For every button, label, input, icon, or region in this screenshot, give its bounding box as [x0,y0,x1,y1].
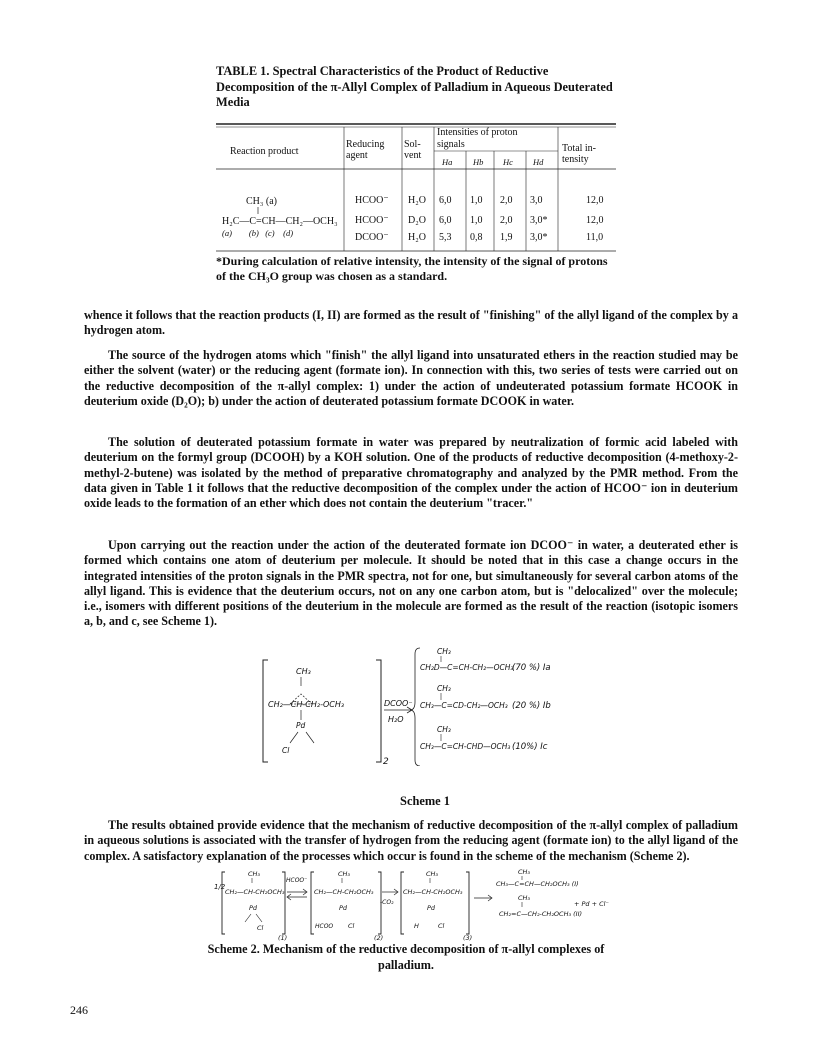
paragraph-5: The results obtained provide evidence that the mechanism of reductive decomposition of the π-allyl complex of palladium in aqueous solutions is associated with the transfer of hydrogen from the reducing agent (formate ion) to the allyl ligand of the complex. A satisfactory explanation of the processes which occur is found in the scheme of the mechanism (Scheme 2). [84,818,738,863]
product-b-formula: CH₃—C=CD-CH₂—OCH₃ [420,701,508,710]
cell-hd: 3,0* [530,215,548,226]
product-2: CH₂=C—CH₂-CH₂OCH₃ (II) [499,910,583,918]
header-intensities: Intensities of proton [437,127,518,138]
cell-hb: 1,0 [470,195,483,206]
scheme-2-caption: Scheme 2. Mechanism of the reductive decomposition of π-allyl complexes of palladium. [207,942,605,972]
cell-agent: DCOO⁻ [355,232,389,243]
product-2-ch3: CH₃ [518,894,531,902]
complex-1-sub: (1) [278,934,288,942]
complex-2-ch3: CH₃ [338,870,351,878]
cell-ha: 5,3 [439,232,452,243]
cell-hd: 3,0* [530,232,548,243]
cell-hc: 1,9 [500,232,513,243]
header-reducing: Reducing [346,139,385,150]
header-sol: Sol- [404,139,421,150]
complex-1-cl: Cl [257,924,264,932]
scheme-1-drawing [244,646,574,766]
complex-2-hcoo: HCOO [315,923,334,930]
product-a-ch3: CH₃ [437,647,451,656]
complex-3-sub: (3) [463,934,473,942]
cell-hc: 2,0 [500,215,513,226]
cell-ha: 6,0 [439,215,452,226]
product-b-yield: (20 %) Ib [512,701,551,711]
reagent-water: H₂O [388,715,404,724]
header-agent: agent [346,150,368,161]
scheme-2-figure [196,862,666,944]
complex-2-main: CH₂—CH-CH₂OCH₃ [314,888,374,896]
scheme-1-caption: Scheme 1 [400,794,450,808]
product-c-yield: (10%) Ic [512,742,548,752]
cell-total: 11,0 [586,232,604,243]
header-tensity: tensity [562,154,589,165]
reactant-cl: Cl [282,746,290,755]
formula-line-2: H₂C—C=CH—CH₂—OCH₃ [222,216,338,227]
reactant-main: CH₂—CH-CH₂-OCH₃ [268,700,345,709]
header-signals: signals [437,139,465,150]
header-ha: Ha [442,157,453,167]
paragraph-2: The source of the hydrogen atoms which "finish" the allyl ligand into unsaturated ethers in the reaction studied may be either the solvent (water) or the reducing agent (formate ion). In connection with this, two series of tests were carried out on the reductive decomposition of the π-allyl complex: 1) under the action of undeuterated potassium formate HCOOK in deuterium oxide (D₂O); b) under the action of deuterated potassium formate DCOOK in water. [84,348,738,408]
product-1-ch3: CH₃ [518,868,531,876]
palladium-chloride: + Pd + Cl⁻ [574,900,609,908]
cell-solvent: D₂O [408,215,426,226]
product-b-ch3: CH₃ [437,684,451,693]
paragraph-1: whence it follows that the reaction products (I, II) are formed as the result of "finishing" of the allyl ligand of the complex by a hydrogen atom. [84,308,738,338]
reagent-dcoo: DCOO⁻ [384,699,413,708]
cell-hb: 1,0 [470,215,483,226]
product-a-yield: (70 %) Ia [512,663,551,673]
paragraph-3: The solution of deuterated potassium formate in water was prepared by neutralization of formic acid labeled with deuterium on the formyl group (DCOOH) by a KOH solution. One of the products of reductive decomposition (4-methoxy-2-methyl-2-butene) was isolated by the method of preparative chromatography and analyzed by the PMR method. From the data given in Table 1 it follows that the reductive decomposition of the complex under the action of HCOO⁻ ion in deuterium oxide leads to the formation of an ether which does not contain the deuterium "tracer." [84,435,738,511]
reactant-pd: Pd [296,721,306,730]
complex-3-pd: Pd [427,904,436,912]
table-footnote: *During calculation of relative intensity, the intensity of the signal of protons of the CH₃O group was chosen as a standard. [216,254,608,283]
product-1: CH₃—C=CH—CH₂OCH₃ (I) [496,880,579,888]
header-total-in: Total in- [562,143,597,154]
page-number: 246 [70,1003,88,1017]
cell-ha: 6,0 [439,195,452,206]
product-a-formula: CH₂D—C=CH-CH₂—OCH₃ [420,663,514,672]
table-caption: TABLE 1. Spectral Characteristics of the Product of Reductive Decomposition of the π-Allyl Complex of Palladium in Aqueous Deuterated Media [216,64,613,109]
half-coefficient: 1/2 [214,883,226,891]
cell-hc: 2,0 [500,195,513,206]
complex-3-cl: Cl [438,922,445,930]
complex-2-cl: Cl [348,922,355,930]
cell-total: 12,0 [586,215,604,226]
formula-line-3: (a) (b) (c) (d) [222,228,294,238]
cell-agent: HCOO⁻ [355,195,389,206]
cell-agent: HCOO⁻ [355,215,389,226]
header-vent: vent [404,150,422,161]
complex-3-h: H [414,922,419,930]
complex-1-main: CH₂—CH-CH₂OCH₃ [225,888,285,896]
complex-2-pd: Pd [339,904,348,912]
table-row [355,215,604,226]
cell-solvent: H₂O [408,195,426,206]
reactant-ch3: CH₃ [296,667,311,676]
cell-hb: 0,8 [470,232,483,243]
table-row [355,232,603,243]
header-hb: Hb [473,157,484,167]
complex-1-ch3: CH₃ [248,870,261,878]
complex-3-ch3: CH₃ [426,870,439,878]
co2-loss: -CO₂ [380,899,394,906]
complex-3-main: CH₂—CH-CH₂OCH₃ [403,888,463,896]
bracket-subscript: 2 [383,757,389,766]
scheme-1-figure [244,646,574,766]
product-c-ch3: CH₃ [437,725,451,734]
formula-line-1: CH₃ (a) [246,196,277,207]
product-c-formula: CH₃—C=CH-CHD—OCH₃ [420,742,511,751]
cell-hd: 3,0 [530,195,543,206]
header-reaction-product: Reaction product [230,146,299,157]
table-row [355,195,604,206]
complex-1-pd: Pd [249,904,258,912]
cell-total: 12,0 [586,195,604,206]
scheme-2-drawing [196,862,666,944]
hcoo-reagent: HCOO⁻ [286,877,308,884]
complex-2-sub: (2) [374,934,384,942]
header-hc: Hc [503,157,513,167]
paragraph-4: Upon carrying out the reaction under the action of the deuterated formate ion DCOO⁻ in water, a deuterated ether is formed which contains one atom of deuterium per molecule. It should be noted that in this case a change occurs in the integrated intensities of the proton signals in the PMR spectra, not for one, but simultaneously for several carbon atoms of the allyl ligand. This is evidence that the deuterium occurs, not on any one carbon atom, but is "delocalized" over the molecule; i.e., isomers with different positions of the deuterium in the molecule are formed as the result of the reaction (isotopic isomers a, b, and c, see Scheme 1). [84,538,738,629]
cell-solvent: H₂O [408,232,426,243]
header-hd: Hd [533,157,544,167]
